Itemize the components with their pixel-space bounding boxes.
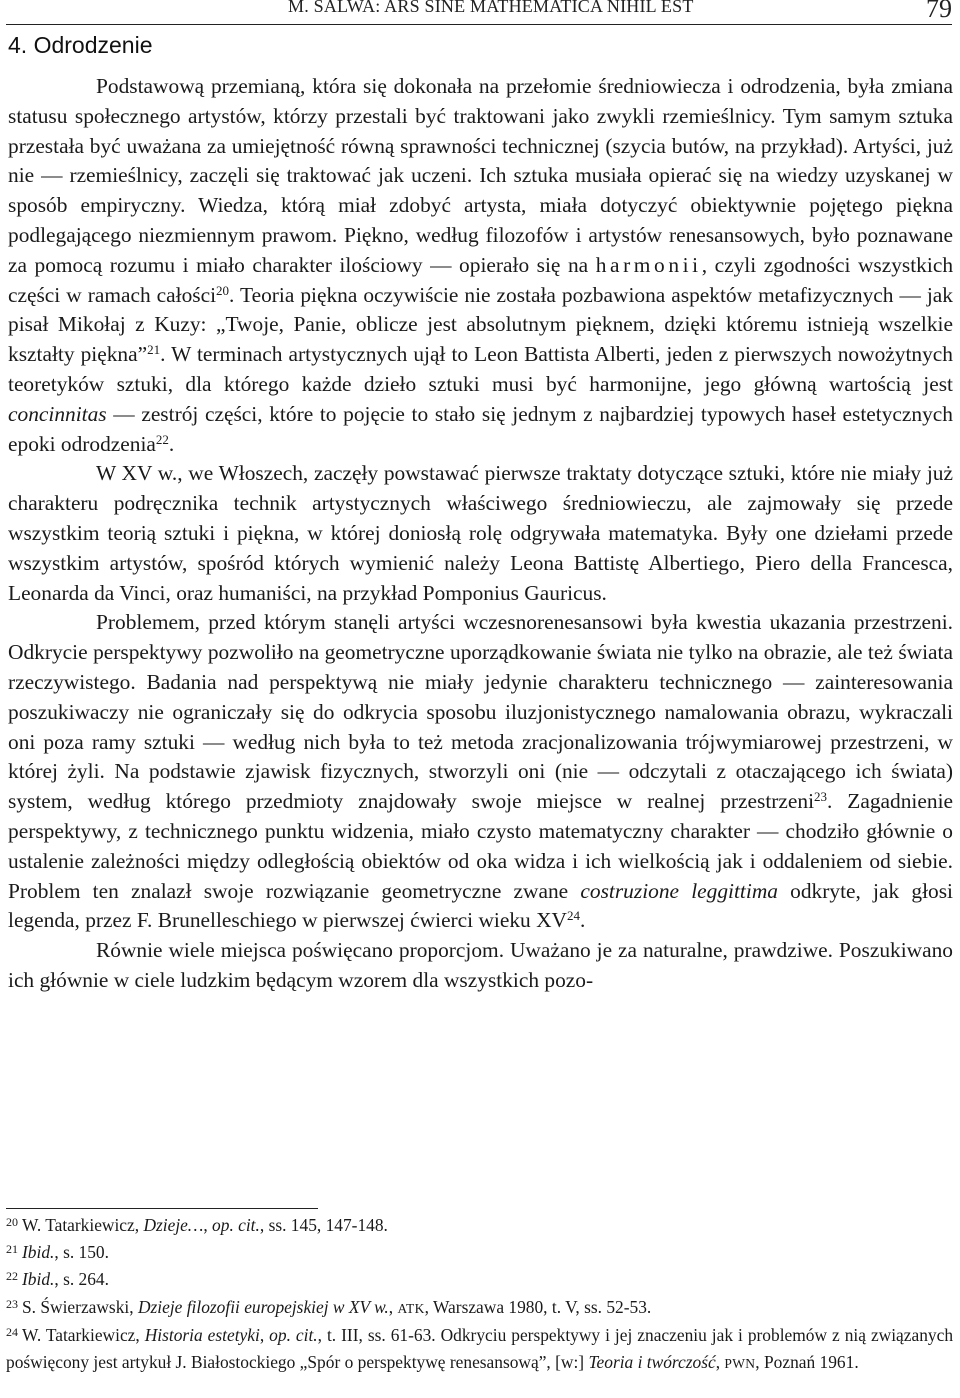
text-run: , czyli zgodności wszystkich części w ramach całości	[8, 252, 954, 307]
footnote-24	[6, 1322, 953, 1377]
footnote-ref: 22	[155, 431, 169, 447]
body-text	[8, 72, 953, 996]
page-number: 79	[926, 0, 952, 23]
paragraph-1	[8, 72, 953, 459]
text-run: .	[168, 431, 175, 456]
text-run: Problemem, przed którym stanęli artyści wczesnorenesansowi była kwestia ukazania przestrzeni. Odkrycie perspektywy pozwoliło na geometryczne uporządkowanie świata nie tylko na obrazie, ale też świata rzeczywistego. Badania nad perspektywą nie miały jedynie charakteru technicznego — zainteresowania poszukiwaczy nie ograniczały się do odkrycia sposobu iluzjonistycznego namalowania obrazu, wykraczali oni poza ramy sztuki — według nich była to też metoda zracjonalizowania trójwymiarowej przestrzeni, w której żyli. Na podstawie zjawisk fizycznych, stworzyli oni (nie — odczytali z otaczającego ich świata) system, według którego przedmioty znajdowały swoje miejsce w realnej przestrzeni	[8, 610, 953, 814]
footnote-italic: Ibid.	[22, 1269, 55, 1290]
footnote-italic: Ibid.	[22, 1242, 55, 1263]
footnote-italic: op. cit.	[269, 1324, 318, 1345]
footnote-text: W. Tatarkiewicz,	[22, 1215, 144, 1235]
italic-term: costruzione leggittima	[580, 878, 778, 903]
running-head: M. SALWA: ARS SINE MATHEMATICA NIHIL EST	[288, 0, 694, 16]
footnote-text: , Poznań 1961.	[755, 1352, 859, 1373]
footnote-ref: 23	[814, 789, 828, 805]
footnote-text: ,	[203, 1215, 213, 1235]
footnote-number: 23	[6, 1296, 18, 1311]
text-run: odkryte, jak głosi legenda, przez F. Brunelleschiego w pierwszej ćwierci wieku XV	[8, 878, 953, 933]
footnote-smallcaps: PWN	[724, 1356, 756, 1372]
footnote-text: ,	[388, 1296, 398, 1317]
footnote-text: , s. 264.	[54, 1269, 109, 1290]
footnote-text: W. Tatarkiewicz,	[22, 1324, 145, 1345]
footnote-22	[6, 1266, 953, 1293]
footnote-smallcaps: ATK	[397, 1300, 425, 1316]
section-title: 4. Odrodzenie	[8, 32, 153, 58]
text-run: .	[580, 908, 586, 933]
text-run: Podstawową przemianą, która się dokonała na przełomie średniowiecza i odrodzenia, była zmiana statusu społecznego artystów, którzy przestali być traktowani jako zwykli rzemieślnicy. Tym samym sztuka przestała być uważana za umiejętność równą sprawności technicznej (szycia butów, na przykład). Artyści, już nie — rzemieślnicy, zaczęli się traktować jak uczeni. Ich sztuka musiała opierać się na wiedzy uzyskanej w sposób empiryczny. Wiedza, którą miał zdobyć artysta, miała dotyczyć obiektywnie pojętego piękna podlegającego niezmiennym prawom. Piękno, według filozofów i artystów renesansowych, było poznawane za pomocą rozumu i miało charakter ilościowy — opierało się na	[8, 74, 953, 277]
footnote-italic: op. cit.	[212, 1215, 260, 1235]
footnote-text: ,	[259, 1324, 270, 1345]
footnote-text: , Warszawa 1980, t. V, ss. 52-53.	[424, 1296, 652, 1317]
text-run: . Teoria piękna oczywiście nie została pozbawiona aspektów metafizycznych — jak pisał Mikołaj z Kuzy: „Twoje, Panie, oblicze jest absolutnym pięknem, dzięki któremu istnieją wszelkie kształty piękna”	[8, 282, 954, 367]
footnote-ref: 24	[567, 908, 580, 924]
footnote-20	[6, 1212, 953, 1239]
footnote-text: , t. III, ss. 61-63. Odkryciu perspektywy i jej znaczeniu jak i problemów z nią związanych poświęcony jest artykuł J. Białostockiego „Spór o perspektywę renesansową”, [w:]	[6, 1324, 954, 1373]
footnote-italic: Dzieje…	[143, 1215, 204, 1235]
footnote-ref: 21	[147, 342, 161, 358]
footnote-number: 20	[6, 1215, 18, 1229]
footnote-italic: Historia estetyki	[144, 1324, 260, 1345]
footnote-text: , ss. 145, 147-148.	[259, 1215, 388, 1235]
footnote-ref: 20	[216, 282, 230, 298]
paragraph-2: W XV w., we Włoszech, zaczęły powstawać pierwsze traktaty dotyczące sztuki, które nie miały już charakteru podręcznika technik artystycznych właściwego średniowieczu, ale zajmowały się przede wszystkim teorią sztuki i piękna, w której doniosłą rolę odgrywała matematyka. Były one dziełami przede wszystkim artystów, spośród których wymienić należy Leona Battistę Albertiego, Piero della Francesca, Leonarda da Vinci, oraz humaniści, na przykład Pomponius Gauricus.	[8, 461, 953, 605]
text-run: — zestrój części, które to pojęcie to stało się jednym z najbardziej typowych haseł estetycznych epoki odrodzenia	[8, 401, 953, 456]
footnote-number: 21	[6, 1242, 18, 1257]
text-run: . W terminach artystycznych ujął to Leon Battista Alberti, jeden z pierwszych nowożytnych teoretyków sztuki, dla którego każde dzieło sztuki musi być harmonijne, jego główną wartością jest	[8, 342, 953, 396]
text-run: . Zagadnienie perspektywy, z technicznego punktu widzenia, miało czysto matematyczny charakter — chodziło głównie o ustalenie zależności między odległością obiektów od oka widza i ich wielkością jak i oddaleniem od siebie. Problem ten znalazł swoje rozwiązanie geometryczne zwane	[8, 789, 954, 903]
paragraph-3	[8, 608, 953, 936]
footnote-number: 24	[6, 1324, 18, 1339]
header-rule	[6, 24, 952, 25]
italic-term: concinnitas	[8, 401, 107, 426]
paragraph-4: Równie wiele miejsca poświęcano proporcjom. Uważano je za naturalne, prawdziwe. Poszukiwano ich głównie w ciele ludzkim będącym wzorem dla wszystkich pozo-	[8, 938, 953, 992]
footnotes	[6, 1212, 953, 1377]
footnote-number: 22	[6, 1269, 18, 1284]
footnote-text: ,	[715, 1352, 725, 1373]
footnote-rule	[6, 1208, 318, 1209]
footnote-text: , s. 150.	[54, 1242, 109, 1263]
footnote-italic: Dzieje filozofii europejskiej w XV w.	[137, 1296, 389, 1317]
spaced-term: harmonii	[595, 252, 702, 277]
footnote-text: S. Świerzawski,	[22, 1296, 138, 1317]
footnote-21	[6, 1239, 953, 1266]
footnote-23	[6, 1294, 953, 1322]
footnote-italic: Teoria i twórczość	[588, 1352, 716, 1373]
